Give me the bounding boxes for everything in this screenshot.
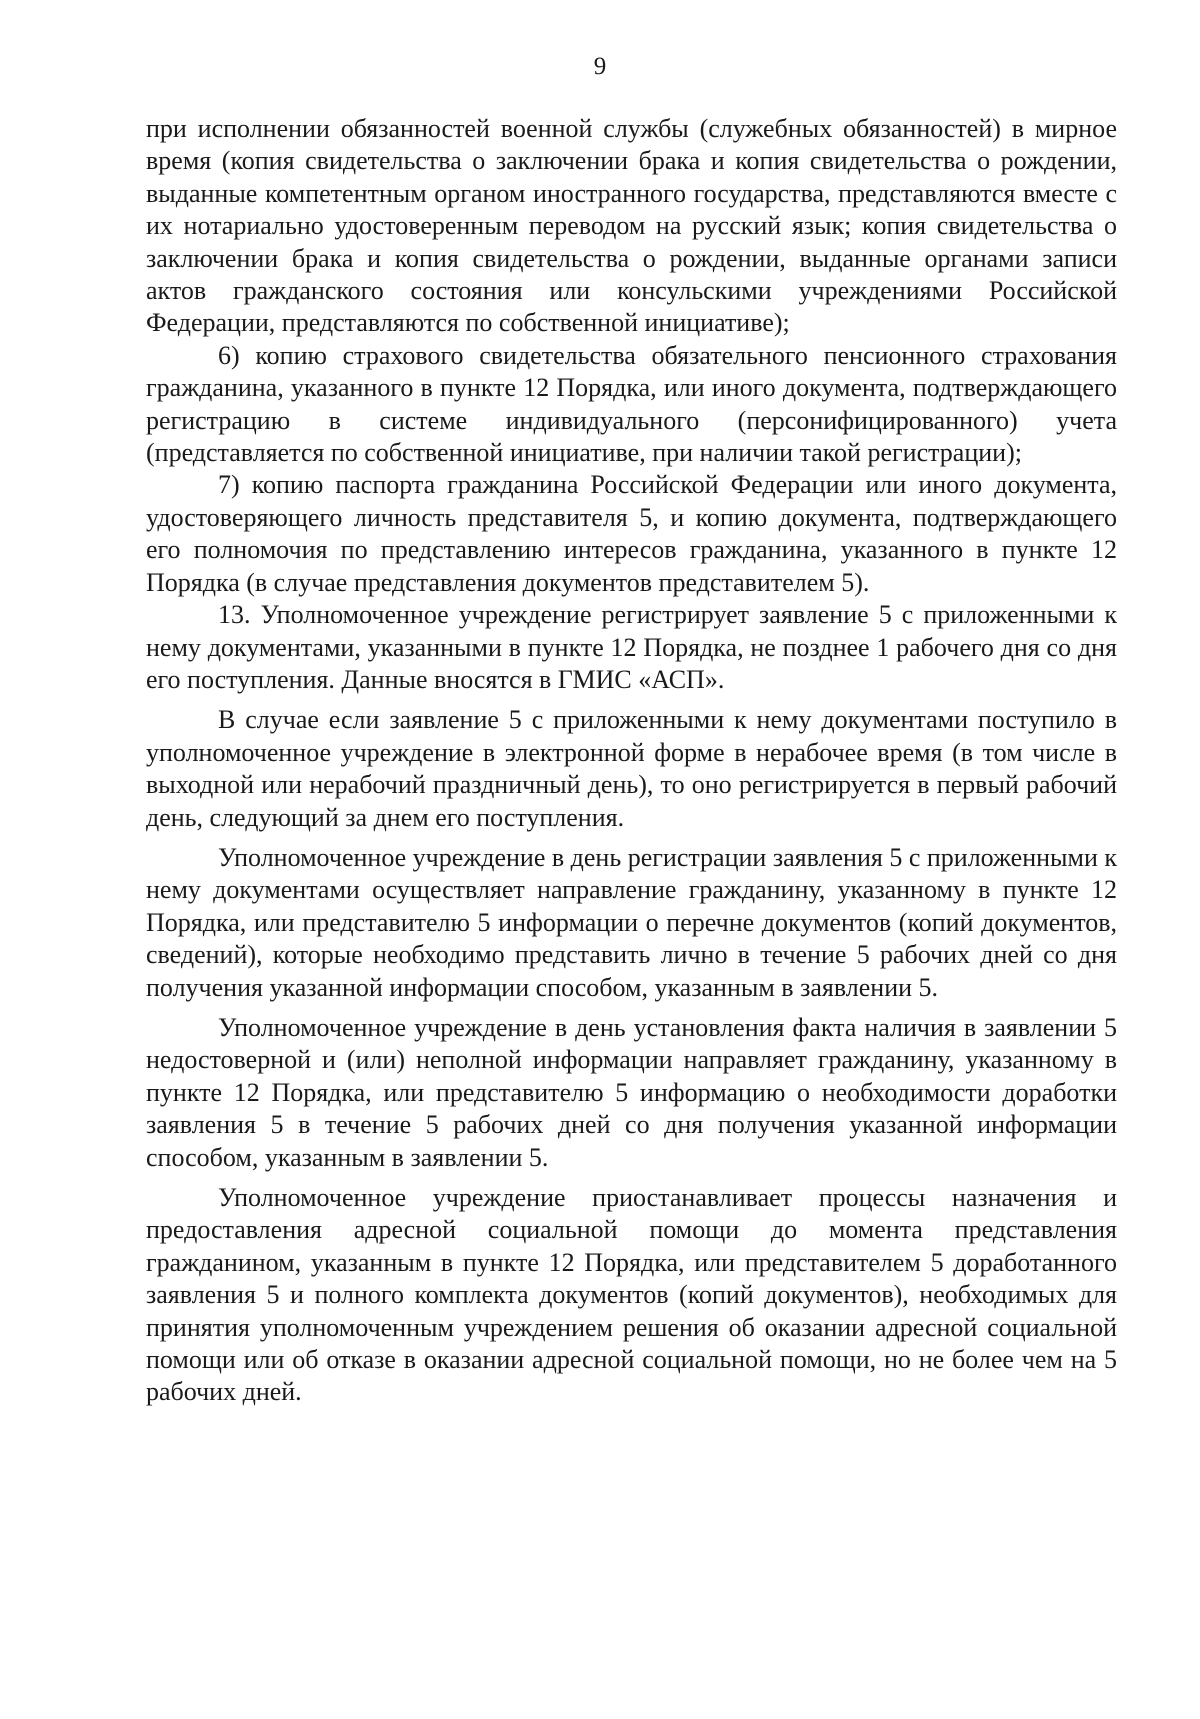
paragraph-revision-notice: Уполномоченное учреждение в день установления факта наличия в заявлении 5 недостоверной и (или) неполной информации направляет гражданину, указанному в пункте 12 Порядка, или представителю 5 информацию о необходимости доработки заявления 5 в течение 5 рабочих дней со дня получения указанной информации способом, указанным в заявлении 5. [146, 1012, 1117, 1172]
paragraph-continuation: при исполнении обязанностей военной службы (служебных обязанностей) в мирное время (копия свидетельства о заключении брака и копия свидетельства о рождении, выданные компетентным органом иностранного государства, представляются вместе с их нотариально удостоверенным переводом на русский язык; копия свидетельства о заключении брака и копия свидетельства о рождении, выданные органами записи актов гражданского состояния или консульскими учреждениями Российской Федерации, представляются по собственной инициативе); [146, 114, 1117, 338]
paragraph-item-7: 7) копию паспорта гражданина Российской Федерации или иного документа, удостоверяющего личность представителя 5, и копию документа, подтверждающего его полномочия по представлению интересов гражданина, указанного в пункте 12 Порядка (в случае представления документов представителем 5). [146, 470, 1117, 597]
paragraph-electronic-submission: В случае если заявление 5 с приложенными к нему документами поступило в уполномоченное учреждение в электронной форме в нерабочее время (в том числе в выходной или нерабочий праздничный день), то оно регистрируется в первый рабочий день, следующий за днем его поступления. [146, 705, 1117, 832]
paragraph-document-list-notice: Уполномоченное учреждение в день регистрации заявления 5 с приложенными к нему документами осуществляет направление гражданину, указанному в пункте 12 Порядка, или представителю 5 информации о перечне документов (копий документов, сведений), которые необходимо представить лично в течение 5 рабочих дней со дня получения указанной информации способом, указанным в заявлении 5. [146, 842, 1117, 1002]
document-body [146, 113, 1117, 1409]
page-number: 9 [593, 53, 607, 80]
paragraph-item-6: 6) копию страхового свидетельства обязательного пенсионного страхования гражданина, указанного в пункте 12 Порядка, или иного документа, подтверждающего регистрацию в системе индивидуального (персонифицированного) учета (представляется по собственной инициативе, при наличии такой регистрации); [146, 340, 1117, 468]
paragraph-suspension: Уполномоченное учреждение приостанавливает процессы назначения и предоставления адресной социальной помощи до момента представления гражданином, указанным в пункте 12 Порядка, или представителем 5 доработанного заявления 5 и полного комплекта документов (копий документов), необходимых для принятия уполномоченным учреждением решения об оказании адресной социальной помощи или об отказе в оказании адресной социальной помощи, но не более чем на 5 рабочих дней. [146, 1183, 1117, 1407]
paragraph-clause-13: 13. Уполномоченное учреждение регистрирует заявление 5 с приложенными к нему документами, указанными в пункте 12 Порядка, не позднее 1 рабочего дня со дня его поступления. Данные вносятся в ГМИС «АСП». [146, 600, 1117, 694]
